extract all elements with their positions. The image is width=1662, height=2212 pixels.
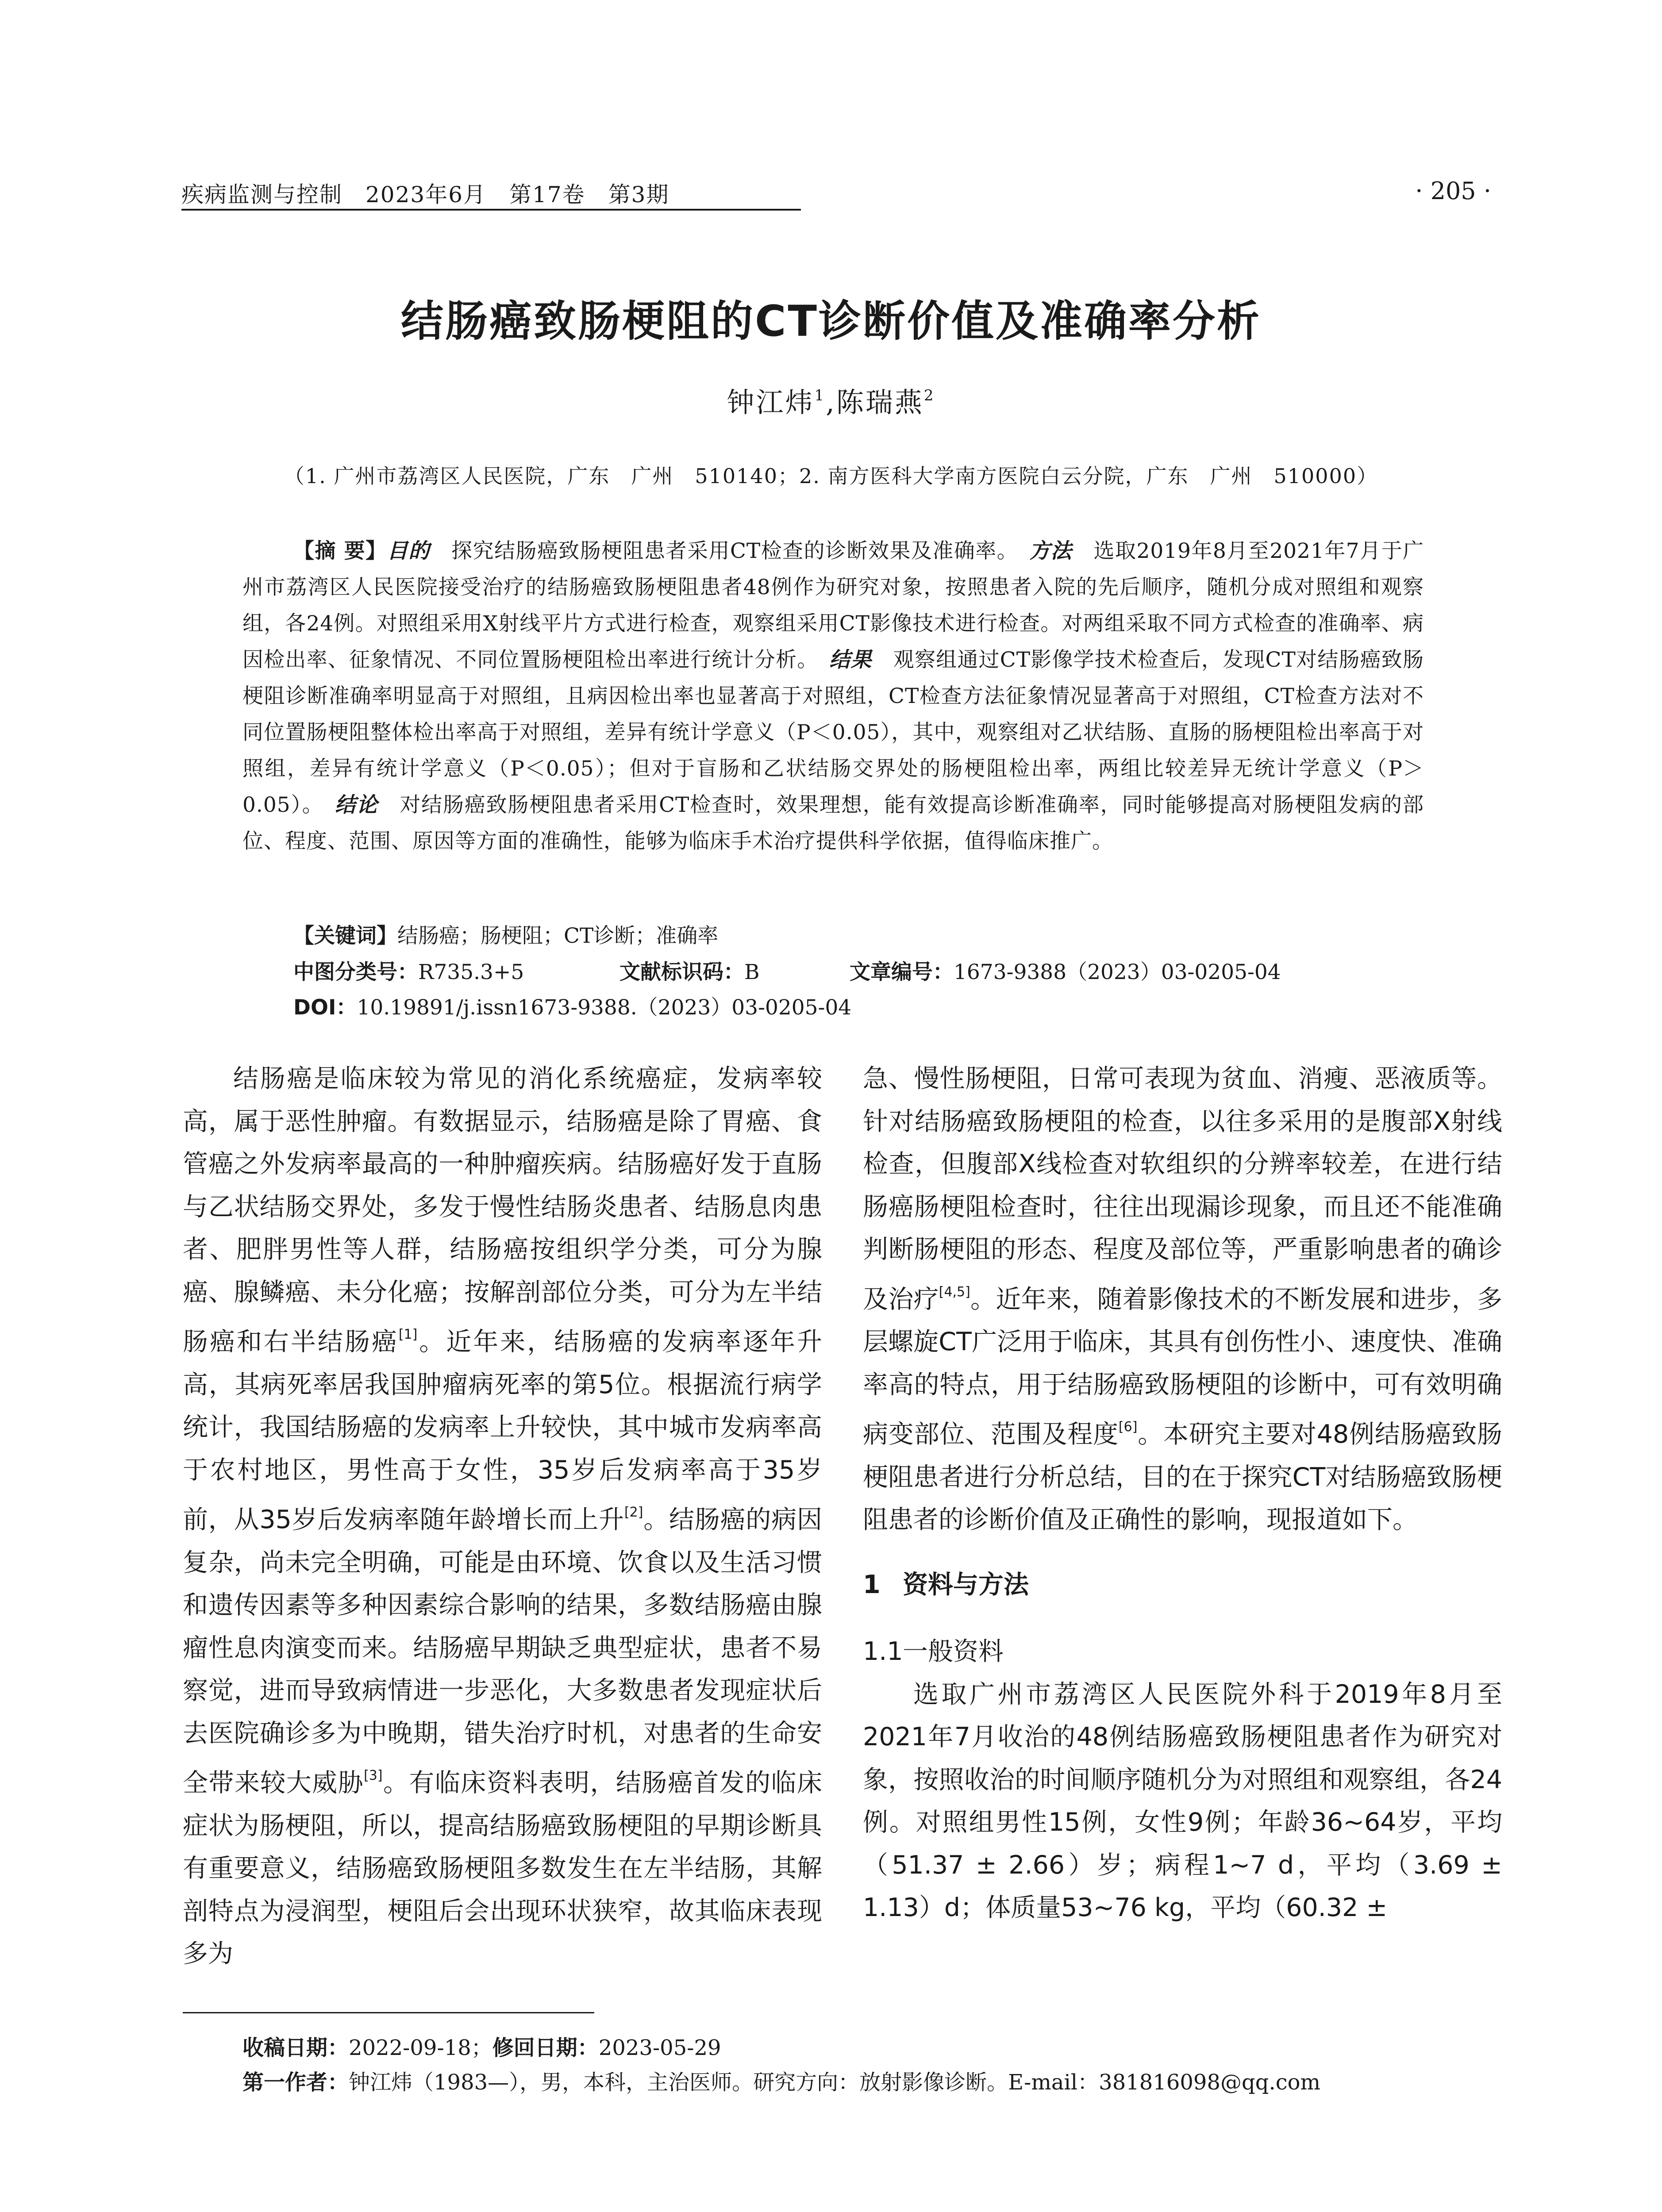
conclusion-text: 对结肠癌致肠梗阻患者采用CT检查时，效果理想，能有效提高诊断准确率，同时能够提高对肠梗阻发病的部位、程度、范围、原因等方面的准确性，能够为临床手术治疗提供科学依据，值得临床推广。 <box>242 793 1424 853</box>
article-no-value: 1673-9388（2023）03-0205-04 <box>954 960 1281 984</box>
intro-paragraph-continued <box>863 1057 1502 1541</box>
article-title: 结肠癌致肠梗阻的CT诊断价值及准确率分析 <box>401 296 1261 346</box>
doc-code-line <box>619 956 760 985</box>
abstract-label: 【摘 要】 <box>293 539 387 563</box>
article-no-line <box>850 956 1281 985</box>
intro-text: 。有临床资料表明，结肠癌首发的临床症状为肠梗阻，所以，提高结肠癌致肠梗阻的早期诊断具有重要意义，结肠癌致肠梗阻多数发生在左半结肠，其解剖特点为浸润型，梗阻后会出现环状狭窄，故其临床表现多为 <box>183 1768 822 1968</box>
intro-text: 。近年来，随着影像技术的不断发展和进步，多层螺旋CT广泛用于临床，其具有创伤性小、速度快、准确率高的特点，用于结肠癌致肠梗阻的诊断中，可有效明确病变部位、范围及程度 <box>863 1284 1502 1449</box>
body-column-right <box>863 1057 1502 1929</box>
intro-text: 。本研究主要对48例结肠癌致肠梗阻患者进行分析总结，目的在于探究CT对结肠癌致肠梗阻患者的诊断价值及正确性的影响，现报道如下。 <box>863 1420 1503 1534</box>
citation: [1] <box>398 1327 418 1342</box>
subsection-heading <box>863 1630 1502 1673</box>
first-author-info: 钟江炜（1983—），男，本科，主治医师。研究方向：放射影像诊断。E-mail：381816098@qq.com <box>349 2070 1321 2095</box>
citation: [6] <box>1118 1419 1138 1435</box>
subsection-title: 一般资料 <box>903 1637 1004 1666</box>
first-author-label: 第一作者： <box>242 2070 349 2095</box>
author-separator: , <box>826 386 836 419</box>
received-date: 2022-09-18； <box>349 2035 492 2060</box>
author-affil-mark: 2 <box>923 387 935 404</box>
keywords <box>293 919 718 949</box>
citation: [4,5] <box>939 1284 970 1300</box>
revised-label: 修回日期： <box>492 2035 599 2060</box>
received-label: 收稿日期： <box>242 2035 349 2060</box>
doi-line <box>293 991 851 1021</box>
footnote-author <box>242 2065 1320 2096</box>
body-column-left <box>183 1057 822 1975</box>
intro-paragraph <box>183 1057 822 1975</box>
author-affil-mark: 1 <box>814 387 826 404</box>
methods-text: 选取广州市荔湾区人民医院外科于2019年8月至2021年7月收治的48例结肠癌致肠梗阻患者作为研究对象，按照收治的时间顺序随机分为对照组和观察组，各24例。对照组男性15例，女性9例；年龄36~64岁，平均（51.37 ± 2.66）岁；病程1~7 d，平均（3.69 ± 1.13）d；体质量53~76 kg，平均（60.32 ± <box>863 1679 1502 1922</box>
article-no-label: 文章编号： <box>850 960 954 984</box>
classification-value: R735.3+5 <box>418 960 524 984</box>
keywords-value: 结肠癌；肠梗阻；CT诊断；准确率 <box>397 924 719 948</box>
header-rule <box>181 209 801 211</box>
affiliations: （1. 广州市荔湾区人民医院，广东 广州 510140；2. 南方医科大学南方医院白云分院，广东 广州 510000） <box>284 464 1378 488</box>
intro-text: 结肠癌是临床较为常见的消化系统癌症，发病率较高，属于恶性肿瘤。有数据显示，结肠癌是除了胃癌、食管癌之外发病率最高的一种肿瘤疾病。结肠癌好发于直肠与乙状结肠交界处，多发于慢性结肠炎患者、结肠息肉患者、肥胖男性等人群，结肠癌按组织学分类，可分为腺癌、腺鳞癌、未分化癌；按解剖部位分类，可分为左半结肠癌和右半结肠癌 <box>183 1064 822 1356</box>
author-list <box>0 380 1662 420</box>
running-header <box>181 177 1491 212</box>
classification-line <box>293 956 524 985</box>
objective-text: 探究结肠癌致肠梗阻患者采用CT检查的诊断效果及准确率。 <box>451 539 1008 563</box>
abstract <box>242 533 1424 860</box>
doi-value: 10.19891/j.issn1673-9388.（2023）03-0205-04 <box>357 995 852 1020</box>
citation: [3] <box>364 1768 383 1783</box>
keywords-label: 【关键词】 <box>293 924 397 948</box>
methods-label: 方法 <box>1029 539 1073 563</box>
revised-date: 2023-05-29 <box>598 2035 721 2060</box>
intro-text: 。结肠癌的病因复杂，尚未完全明确，可能是由环境、饮食以及生活习惯和遗传因素等多种因素综合影响的结果，多数结肠癌由腺瘤性息肉演变而来。结肠癌早期缺乏典型症状，患者不易察觉，进而导致病情进一步恶化，大多数患者发现症状后去医院确诊多为中晚期，错失治疗时机，对患者的生命安全带来较大威胁 <box>183 1505 823 1797</box>
author-name: 陈瑞燕 <box>836 386 924 419</box>
author-name: 钟江炜 <box>727 386 815 419</box>
methods-paragraph <box>863 1673 1502 1929</box>
citation: [2] <box>624 1505 643 1520</box>
methods-text: 选取2019年8月至2021年7月于广州市荔湾区人民医院接受治疗的结肠癌致肠梗阻患者48例作为研究对象，按照患者入院的先后顺序，随机分成对照组和观察组，各24例。对照组采用X射线平片方式进行检查，观察组采用CT影像技术进行检查。对两组采取不同方式检查的准确率、病因检出率、征象情况、不同位置肠梗阻检出率进行统计分析。 <box>242 539 1424 672</box>
doi-label: DOI： <box>293 995 357 1020</box>
section-number: 1 <box>863 1570 881 1599</box>
section-heading <box>863 1563 1502 1606</box>
intro-text: 急、慢性肠梗阻，日常可表现为贫血、消瘦、恶液质等。针对结肠癌致肠梗阻的检查，以往多采用的是腹部X射线检查，但腹部X线检查对软组织的分辨率较差，在进行结肠癌肠梗阻检查时，往往出现漏诊现象，而且还不能准确判断肠梗阻的形态、程度及部位等，严重影响患者的确诊及治疗 <box>863 1064 1502 1314</box>
journal-info: 疾病监测与控制 2023年6月 第17卷 第3期 <box>181 182 669 207</box>
footnote-dates <box>242 2031 721 2061</box>
doc-code-label: 文献标识码： <box>619 960 744 984</box>
results-text: 观察组通过CT影像学技术检查后，发现CT对结肠癌致肠梗阻诊断准确率明显高于对照组，且病因检出率也显著高于对照组，CT检查方法征象情况显著高于对照组，CT检查方法对不同位置肠梗阻整体检出率高于对照组，差异有统计学意义（P＜0.05），其中，观察组对乙状结肠、直肠的肠梗阻检出率高于对照组，差异有统计学意义（P＜0.05）；但对于盲肠和乙状结肠交界处的肠梗阻检出率，两组比较差异无统计学意义（P＞0.05）。 <box>242 648 1424 817</box>
footnote-rule <box>183 2012 594 2013</box>
doc-code-value: B <box>744 960 760 984</box>
abstract-text <box>242 533 1424 860</box>
classification-label: 中图分类号： <box>293 960 418 984</box>
objective-label: 目的 <box>387 539 430 563</box>
page-number: · 205 · <box>1415 177 1491 205</box>
section-title: 资料与方法 <box>903 1570 1029 1599</box>
intro-text: 。近年来，结肠癌的发病率逐年升高，其病死率居我国肿瘤病死率的第5位。根据流行病学统计，我国结肠癌的发病率上升较快，其中城市发病率高于农村地区，男性高于女性，35岁后发病率高于35岁前，从35岁后发病率随年龄增长而上升 <box>183 1327 823 1534</box>
conclusion-label: 结论 <box>335 793 378 817</box>
results-label: 结果 <box>829 648 872 672</box>
subsection-number: 1.1 <box>863 1637 903 1666</box>
